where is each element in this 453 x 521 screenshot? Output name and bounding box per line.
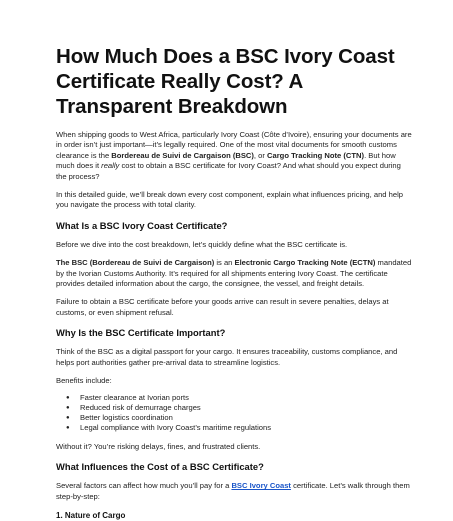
subheading-nature-of-cargo: 1. Nature of Cargo	[56, 510, 126, 520]
section-heading-what-is: What Is a BSC Ivory Coast Certificate?	[56, 219, 228, 231]
page-title: How Much Does a BSC Ivory Coast Certificate Really Cost? A Transparent Breakdown	[56, 45, 395, 118]
benefits-intro: Benefits include:	[56, 376, 112, 386]
list-item: ● Better logistics coordination	[80, 413, 413, 423]
intro-paragraph	[56, 130, 413, 182]
section3-paragraph	[56, 481, 413, 502]
section1-paragraph-1: Before we dive into the cost breakdown, let’s quickly define what the BSC certificate is.	[56, 239, 348, 249]
section-heading-why-important: Why Is the BSC Certificate Important?	[56, 327, 226, 339]
bsc-definition-text-1: is an	[214, 258, 235, 268]
ectn-bold: Electronic Cargo Tracking Note (ECTN)	[234, 258, 376, 268]
section3-text-2: certificate. Let’s walk through them step-by-step:	[56, 481, 410, 501]
bsc-ivory-coast-link[interactable]: BSC Ivory Coast	[231, 481, 291, 491]
list-item: ● Reduced risk of demurrage charges	[80, 403, 413, 413]
intro-bold-ctn: Cargo Tracking Note (CTN)	[267, 150, 365, 160]
intro-text-4: cost to obtain a BSC certificate for Ivory Coast? And what should you expect during the process?	[56, 161, 401, 181]
section1-paragraph-2	[56, 258, 413, 289]
section3-text-1: Several factors can affect how much you’ll pay for a	[56, 481, 232, 491]
benefits-list	[56, 393, 413, 434]
intro-italic-really: really	[101, 161, 120, 171]
section1-paragraph-3: Failure to obtain a BSC certificate before your goods arrive can result in severe penalties, delays at customs, or even shipment refusal.	[56, 297, 389, 317]
section2-paragraph-1: Think of the BSC as a digital passport for your cargo. It ensures traceability, customs compliance, and helps port authorities gather pre-arrival data to streamline logistics.	[56, 347, 398, 367]
list-item: ● Faster clearance at Ivorian ports	[80, 393, 413, 403]
section2-paragraph-2: Without it? You’re risking delays, fines, and frustrated clients.	[56, 441, 261, 451]
intro-text-3: . But how much does it	[56, 150, 396, 171]
list-item: ● Legal compliance with Ivory Coast’s maritime regulations	[80, 423, 413, 433]
section-heading-what-influences: What Influences the Cost of a BSC Certificate?	[56, 461, 264, 473]
intro-paragraph-2: In this detailed guide, we’ll break down every cost component, explain what influences pricing, and help you navigate the process with total clarity.	[56, 190, 403, 210]
intro-bold-bsc: Bordereau de Suivi de Cargaison (BSC)	[111, 150, 254, 160]
intro-text-2: , or	[253, 150, 268, 160]
bsc-definition-bold: The BSC (Bordereau de Suivi de Cargaison)	[56, 258, 215, 268]
intro-text-1: When shipping goods to West Africa, particularly Ivory Coast (Côte d’Ivoire), ensuring your documents are in order isn’t just important—it’s legally required. One of the most vital documents for smooth customs clearance is the	[56, 130, 412, 160]
bsc-definition-text-2: mandated by the Ivorian Customs Authority. It’s required for all shipments entering Ivory Coast. The certificate provides detailed information about the cargo, the consignee, the vessel, and freight details.	[56, 258, 412, 289]
